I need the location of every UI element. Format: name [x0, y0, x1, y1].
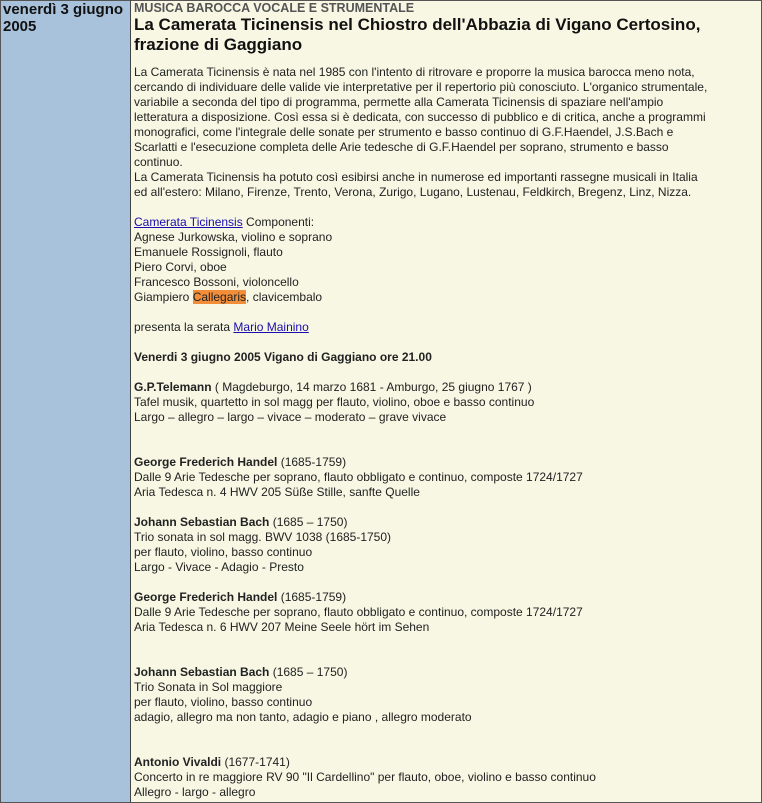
description-line: La Camerata Ticinensis è nata nel 1985 con l'intento di ritrovare e proporre la musica barocca meno nota, [134, 65, 695, 79]
program-line: per flauto, violino, basso continuo [134, 695, 313, 709]
event-details-cell [131, 0, 762, 803]
member-item [134, 290, 761, 305]
program-line: Trio sonata in sol magg. BWV 1038 (1685-1750) [134, 530, 392, 544]
program-item [134, 755, 761, 800]
composer-dates: (1685 – 1750) [269, 665, 348, 679]
member-role: , clavicembalo [246, 290, 323, 304]
composer-dates: (1685-1759) [277, 590, 347, 604]
ensemble-heading [134, 215, 761, 230]
composer-name: George Frederich Handel [134, 455, 278, 469]
components-label: Componenti: [242, 215, 315, 229]
program-line: Allegro - largo - allegro [134, 785, 256, 799]
date-cell [0, 0, 131, 803]
description-line: La Camerata Ticinensis ha potuto così esibirsi anche in numerose ed importanti rassegne musicali in Italia [134, 170, 698, 184]
ensemble-section [134, 215, 761, 305]
event-description [134, 65, 761, 200]
description-line: monografici, come l'integrale delle sonate per strumento e basso continuo di G.F.Haendel, J.S.Bach e [134, 125, 674, 139]
composer-name: Johann Sebastian Bach [134, 515, 270, 529]
program-line: Aria Tedesca n. 4 HWV 205 Süße Stille, sanfte Quelle [134, 485, 420, 499]
member-item: Emanuele Rossignoli, flauto [134, 245, 283, 259]
description-line: variabile a seconda del tipo di programma, permette alla Camerata Ticinensis di spaziare nell'ampio [134, 95, 664, 109]
program-line: Tafel musik, quartetto in sol magg per flauto, violino, oboe e basso continuo [134, 395, 535, 409]
event-title: La Camerata Ticinensis nel Chiostro dell'Abbazia di Vigano Certosino, frazione di Gaggiano [134, 15, 701, 54]
ensemble-link[interactable]: Camerata Ticinensis [134, 215, 243, 229]
event-date: venerdì 3 giugno 2005 [3, 1, 124, 35]
event-datetime: Venerdi 3 giugno 2005 Vigano di Gaggiano ore 21.00 [134, 350, 432, 364]
search-highlight: Callegaris [192, 290, 247, 304]
description-line: continuo. [134, 155, 183, 169]
program-item [134, 590, 761, 635]
program-item [134, 665, 761, 725]
program-line: adagio, allegro ma non tanto, adagio e piano , allegro moderato [134, 710, 472, 724]
member-item: Piero Corvi, oboe [134, 260, 227, 274]
composer-dates: (1685 – 1750) [269, 515, 348, 529]
composer-dates: ( Magdeburgo, 14 marzo 1681 - Amburgo, 25 giugno 1767 ) [211, 380, 532, 394]
program-item [134, 515, 761, 575]
program-item [134, 455, 761, 500]
presenter-prefix: presenta la serata [134, 320, 234, 334]
program-line: Trio Sonata in Sol maggiore [134, 680, 283, 694]
member-item: Agnese Jurkowska, violino e soprano [134, 230, 333, 244]
member-first-name: Giampiero [134, 290, 193, 304]
description-line: ed all'estero: Milano, Firenze, Trento, Verona, Zurigo, Lugano, Lustenau, Feldkirch, Bregenz, Linz, Nizza. [134, 185, 692, 199]
presenter-link[interactable]: Mario Mainino [233, 320, 309, 334]
program-line: Largo – allegro – largo – vivace – moderato – grave vivace [134, 410, 447, 424]
composer-dates: (1685-1759) [277, 455, 347, 469]
description-line: cercando di individuare delle valide vie interpretative per il repertorio più conosciuto. L'organico strumentale, [134, 80, 708, 94]
composer-dates: (1677-1741) [221, 755, 290, 769]
composer-name: Johann Sebastian Bach [134, 665, 270, 679]
program-line: Aria Tedesca n. 6 HWV 207 Meine Seele hört im Sehen [134, 620, 430, 634]
program-line: Dalle 9 Arie Tedesche per soprano, flauto obbligato e continuo, composte 1724/1727 [134, 605, 583, 619]
program-item [134, 380, 761, 425]
description-line: letteratura a disposizione. Così essa si è dedicata, con successo di pubblico e di critica, anche a programmi [134, 110, 706, 124]
program-line: Largo - Vivace - Adagio - Presto [134, 560, 304, 574]
composer-name: George Frederich Handel [134, 590, 278, 604]
member-item: Francesco Bossoni, violoncello [134, 275, 299, 289]
composer-name: G.P.Telemann [134, 380, 212, 394]
program-line: per flauto, violino, basso continuo [134, 545, 313, 559]
event-category: MUSICA BAROCCA VOCALE E STRUMENTALE [134, 1, 415, 15]
composer-name: Antonio Vivaldi [134, 755, 222, 769]
presenter-line [134, 320, 761, 335]
program-line: Concerto in re maggiore RV 90 "Il Cardellino" per flauto, oboe, violino e basso continuo [134, 770, 596, 784]
description-line: Scarlatti e l'esecuzione completa delle Arie tedesche di G.F.Haendel per soprano, strumento e basso [134, 140, 669, 154]
program-line: Dalle 9 Arie Tedesche per soprano, flauto obbligato e continuo, composte 1724/1727 [134, 470, 583, 484]
